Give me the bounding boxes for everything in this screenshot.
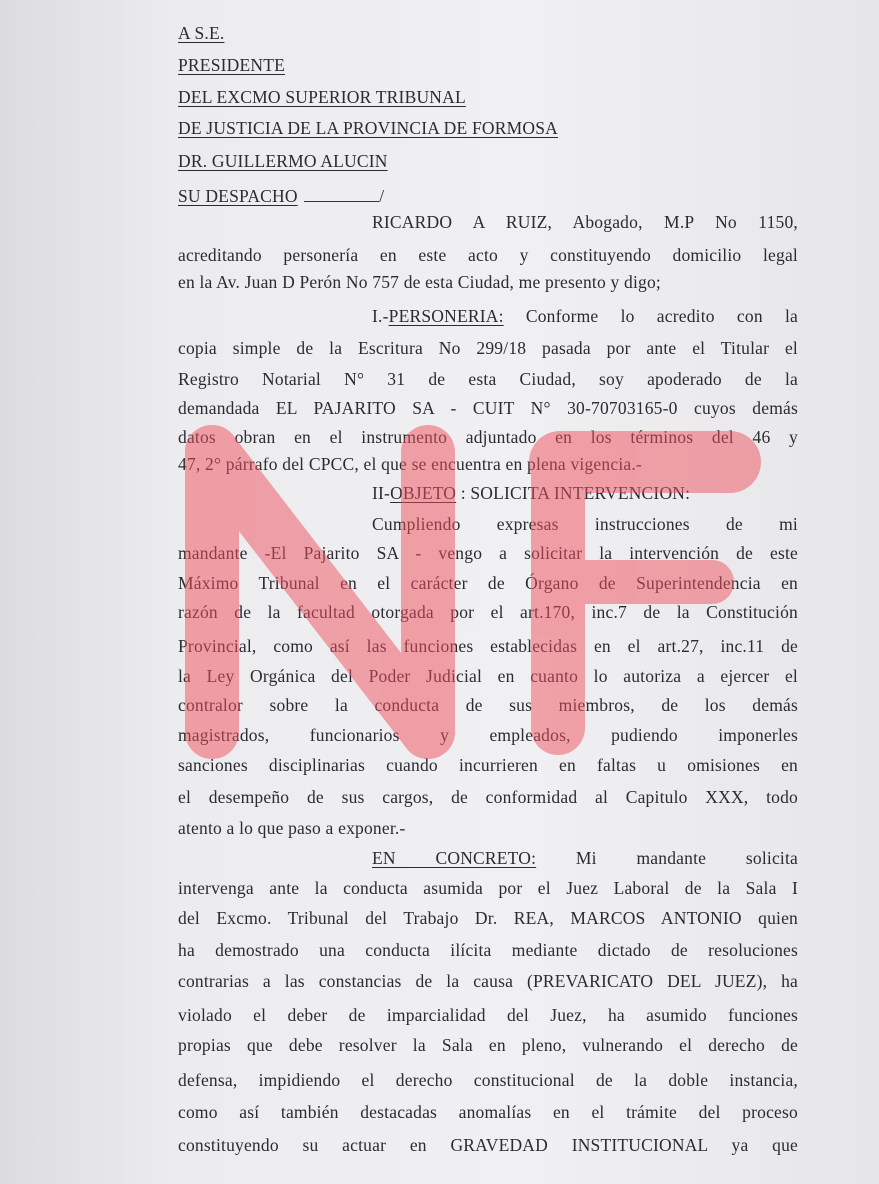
document-line [178, 1004, 798, 1026]
document-line [178, 426, 798, 448]
line-text: razón de la facultad otorgada por el art.170, inc.7 de la Constitución [178, 602, 798, 622]
line-text: del Excmo. Tribunal del Trabajo Dr. REA, MARCOS ANTONIO quien [178, 908, 798, 928]
line-text: Conforme lo acredito con la [525, 306, 798, 326]
document-line [178, 877, 798, 899]
underlined-heading: DE JUSTICIA DE LA PROVINCIA DE FORMOSA [178, 118, 558, 138]
document-line [178, 1069, 798, 1091]
line-text: violado el deber de imparcialidad del Juez, ha asumido funciones [178, 1005, 798, 1025]
signature-underline [304, 201, 379, 202]
document-line [372, 847, 798, 869]
line-text: Mi mandante solicita [575, 848, 798, 868]
line-text: constituyendo su actuar en GRAVEDAD INSTITUCIONAL ya que [178, 1135, 798, 1155]
line-text: sanciones disciplinarias cuando incurrieren en faltas u omisiones en [178, 755, 798, 775]
line-text: el desempeño de sus cargos, de conformidad al Capitulo XXX, todo [178, 787, 798, 807]
line-text: magistrados, funcionarios y empleados, pudiendo imponerles [178, 725, 798, 745]
document-line [178, 1034, 798, 1056]
line-text: 47, 2° párrafo del CPCC, el que se encuentra en plena vigencia.- [178, 454, 642, 474]
document-line [178, 54, 798, 76]
document-line [178, 117, 798, 139]
slash-mark: / [379, 186, 385, 206]
underlined-heading: OBJETO [390, 483, 457, 503]
underlined-heading: A S.E. [178, 23, 225, 43]
document-line [178, 724, 798, 746]
line-text: RICARDO A RUIZ, Abogado, M.P No 1150, [372, 212, 798, 232]
underlined-heading: DR. GUILLERMO ALUCIN [178, 151, 388, 171]
document-line [178, 1134, 798, 1156]
document-line [178, 397, 798, 419]
document-line [178, 939, 798, 961]
document-line [178, 150, 798, 172]
document-line [178, 817, 798, 839]
document-line [178, 786, 798, 808]
document-line [178, 694, 798, 716]
document-line [178, 337, 798, 359]
document-line [178, 185, 798, 207]
document-line [178, 907, 798, 929]
document-line [178, 22, 798, 44]
document-line [178, 572, 798, 594]
line-text: atento a lo que paso a exponer.- [178, 818, 406, 838]
line-text: mandante -El Pajarito SA - vengo a solicitar la intervención de este [178, 543, 798, 563]
line-text: propias que debe resolver la Sala en pleno, vulnerando el derecho de [178, 1035, 798, 1055]
line-text: contrarias a las constancias de la causa (PREVARICATO DEL JUEZ), ha [178, 971, 798, 991]
line-text: como así también destacadas anomalías en el trámite del proceso [178, 1102, 798, 1122]
document-line [372, 211, 798, 233]
line-text: contralor sobre la conducta de sus miembros, de los demás [178, 695, 798, 715]
line-text: Máximo Tribunal en el carácter de Órgano de Superintendencia en [178, 573, 798, 593]
line-text: datos obran en el instrumento adjuntado en los términos del 46 y [178, 427, 798, 447]
document-line [178, 368, 798, 390]
line-text: Provincial, como así las funciones establecidas en el art.27, inc.11 de [178, 636, 798, 656]
line-text: la Ley Orgánica del Poder Judicial en cuanto lo autoriza a ejercer el [178, 666, 798, 686]
document-line [178, 86, 798, 108]
line-text: intervenga ante la conducta asumida por el Juez Laboral de la Sala I [178, 878, 798, 898]
line-text: copia simple de la Escritura No 299/18 pasada por ante el Titular el [178, 338, 798, 358]
line-text: defensa, impidiendo el derecho constitucional de la doble instancia, [178, 1070, 798, 1090]
document-line [178, 453, 798, 475]
line-text: II- [372, 483, 391, 503]
line-text: en la Av. Juan D Perón No 757 de esta Ciudad, me presento y digo; [178, 272, 661, 292]
document-line [178, 244, 798, 266]
underlined-heading: EN CONCRETO: [372, 848, 537, 868]
underlined-heading: PERSONERIA: [388, 306, 504, 326]
document-line [178, 542, 798, 564]
document-line [178, 601, 798, 623]
line-text: I.- [372, 306, 389, 326]
document-line [372, 513, 798, 535]
line-text: demandada EL PAJARITO SA - CUIT N° 30-70703165-0 cuyos demás [178, 398, 798, 418]
document-line [178, 970, 798, 992]
line-text: : SOLICITA INTERVENCION: [460, 483, 691, 503]
line-text: ha demostrado una conducta ilícita mediante dictado de resoluciones [178, 940, 798, 960]
line-text: acreditando personería en este acto y constituyendo domicilio legal [178, 245, 798, 265]
line-text: Cumpliendo expresas instrucciones de mi [372, 514, 798, 534]
document-line [372, 305, 798, 327]
document-line [372, 482, 798, 504]
underlined-heading: SU DESPACHO [178, 186, 298, 206]
document-line [178, 1101, 798, 1123]
document-line [178, 635, 798, 657]
document-line [178, 754, 798, 776]
underlined-heading: PRESIDENTE [178, 55, 285, 75]
underlined-heading: DEL EXCMO SUPERIOR TRIBUNAL [178, 87, 466, 107]
document-line [178, 271, 798, 293]
line-text: Registro Notarial N° 31 de esta Ciudad, soy apoderado de la [178, 369, 798, 389]
document-line [178, 665, 798, 687]
